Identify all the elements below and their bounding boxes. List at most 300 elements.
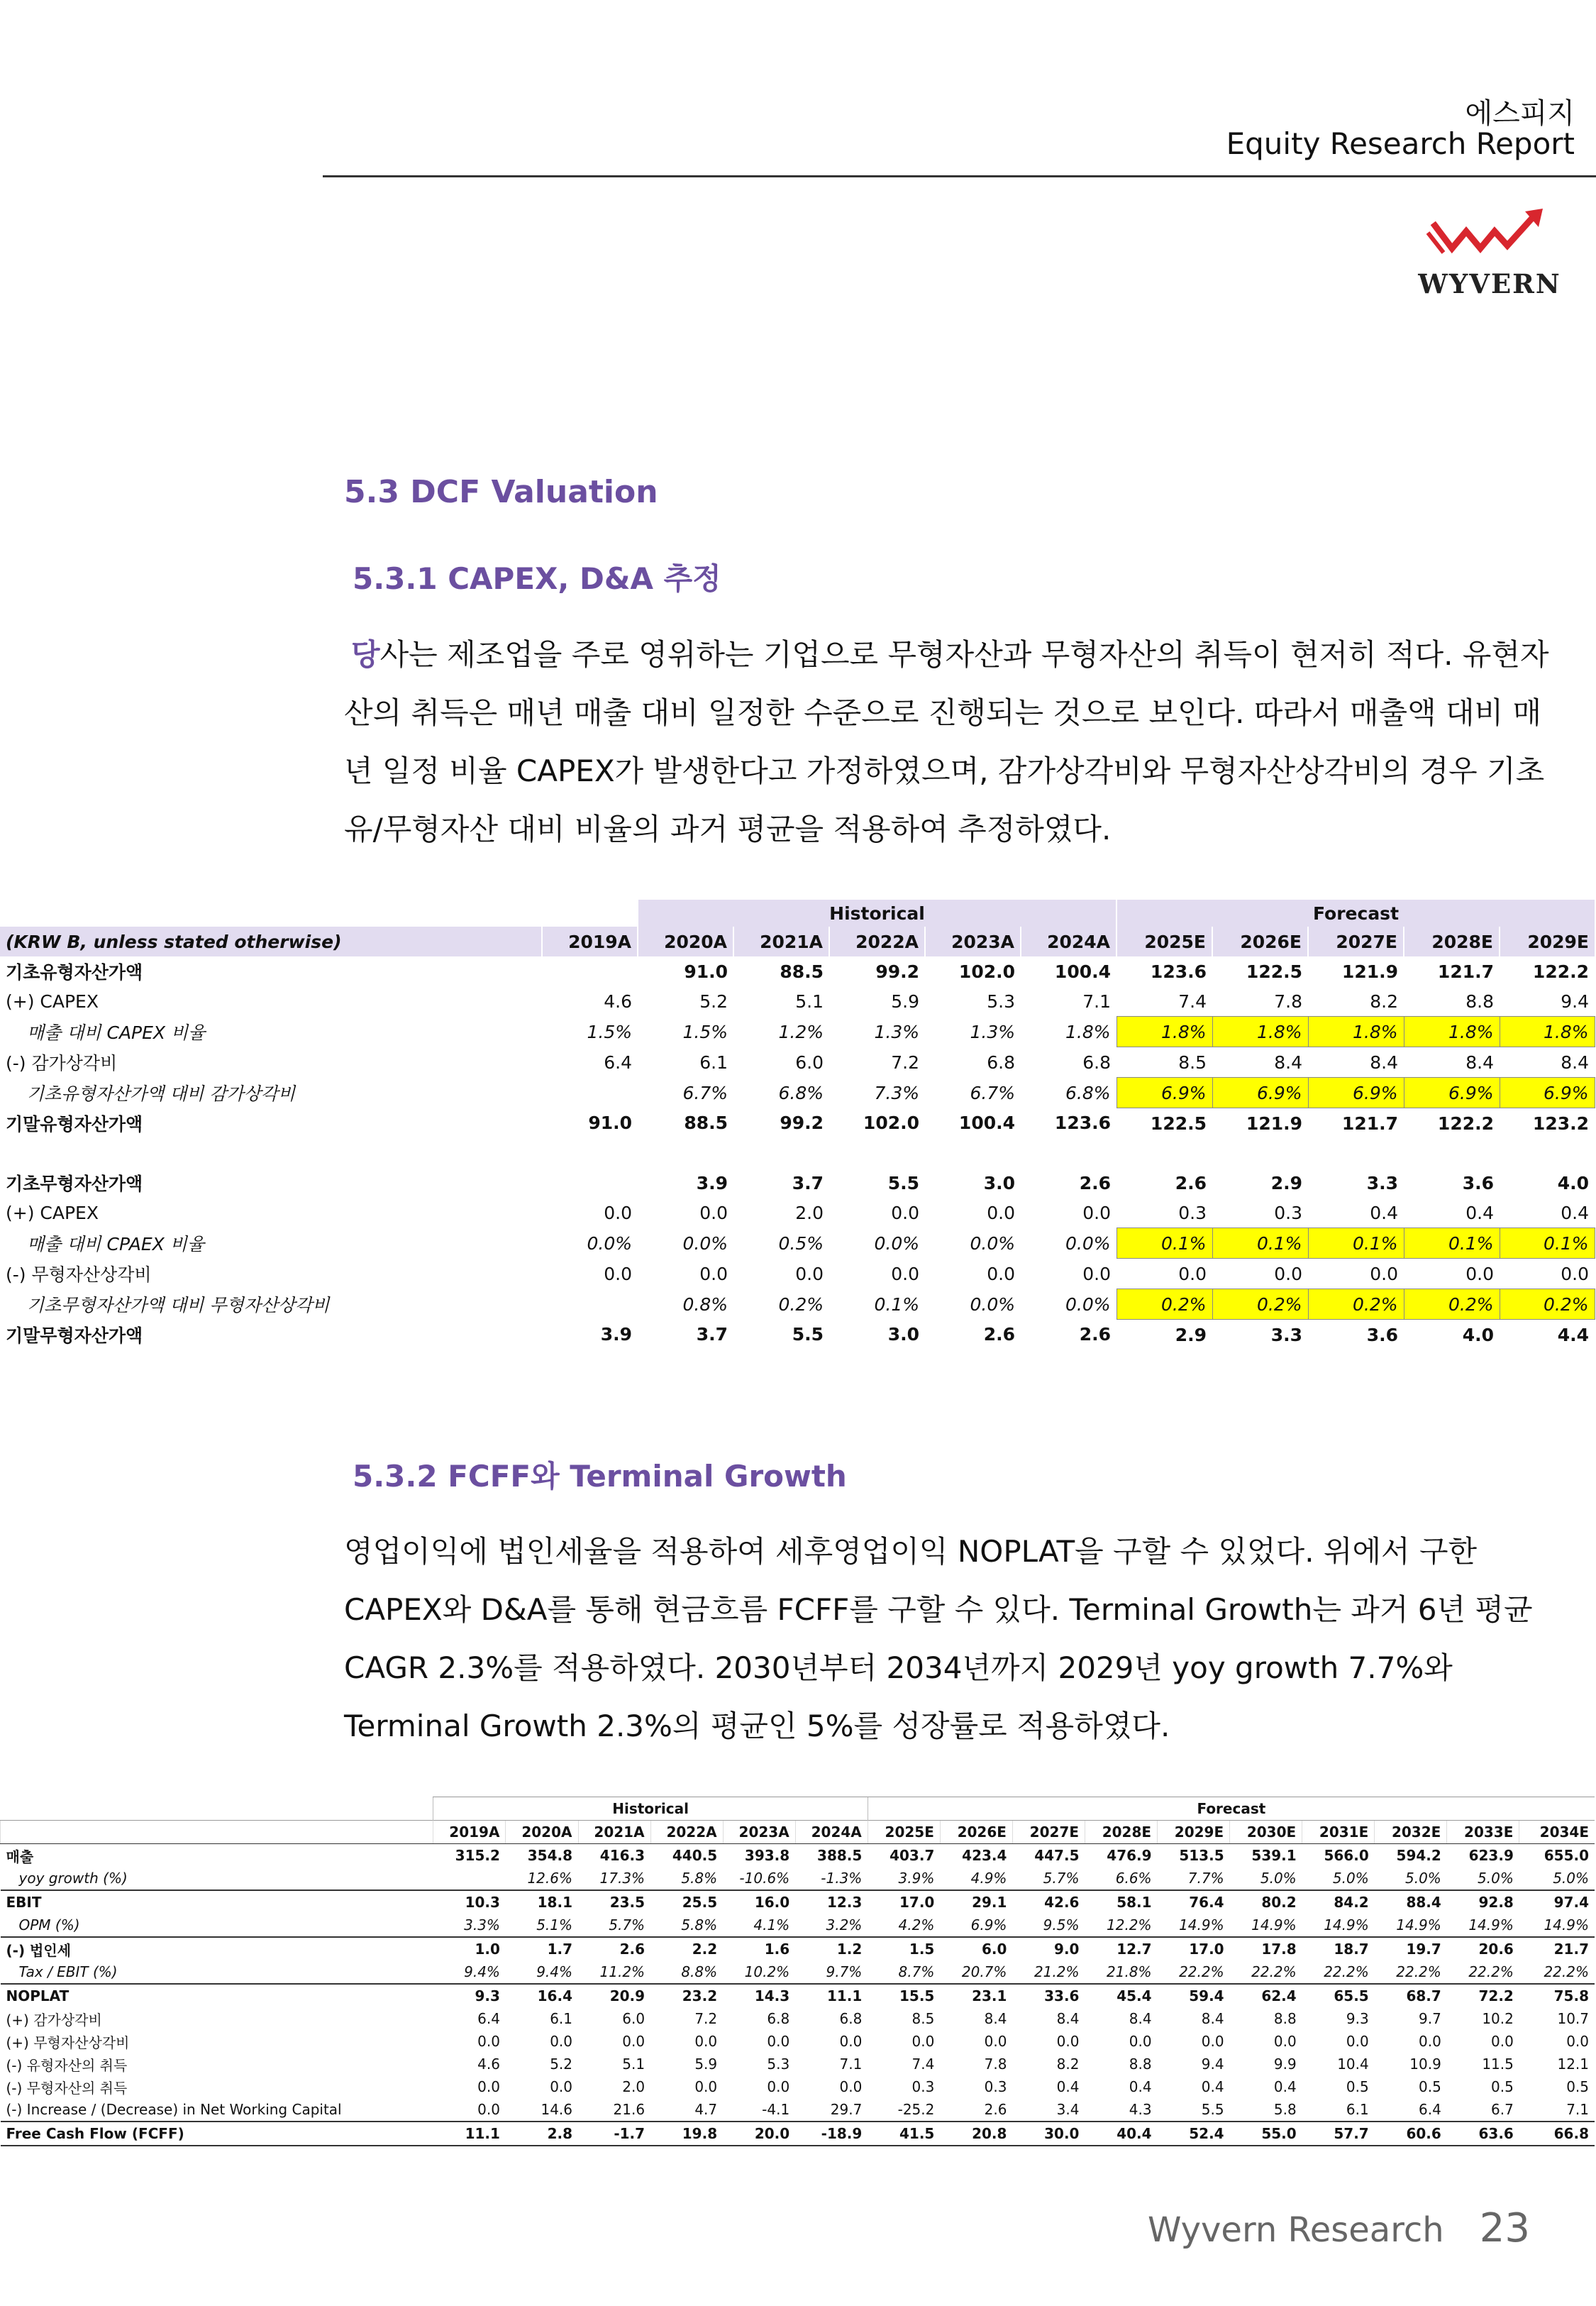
- table-cell: 6.8: [767, 2010, 790, 2027]
- table-cell: 1.3%: [874, 1021, 919, 1042]
- table-row: [0, 1228, 1595, 1259]
- footer-brand: Wyvern Research: [1148, 2210, 1444, 2250]
- row-label: 기초무형자산가액: [6, 1174, 143, 1194]
- table-group-header: [0, 900, 1595, 927]
- table-cell: 5.0%: [1332, 1870, 1369, 1887]
- row-label: (-) Increase / (Decrease) in Net Working Capital: [6, 2101, 342, 2118]
- table-column-header: [0, 927, 1595, 956]
- table-cell: 20.0: [723, 2122, 795, 2146]
- table-cell: 88.5: [780, 961, 824, 982]
- table-cell: 0.0: [1082, 1202, 1111, 1223]
- table-cell: 8.4: [1201, 2010, 1224, 2027]
- footer: [1148, 2205, 1530, 2251]
- table-cell: 0.0%: [1065, 1232, 1111, 1254]
- group-historical: Historical: [638, 900, 1116, 927]
- table-cell: 8.4: [1129, 2010, 1152, 2027]
- table-cell: 10.3: [433, 1890, 506, 1914]
- table-cell: 1.5: [868, 1937, 940, 1960]
- section-title-dcf: 5.3 DCF Valuation: [344, 474, 658, 510]
- table-cell: 23.1: [940, 1984, 1012, 2007]
- year-header: 2031E: [1302, 1821, 1375, 1844]
- table-cell: 0.4: [1561, 1202, 1589, 1223]
- table-cell: 10.9: [1409, 2056, 1441, 2073]
- table-cell: 91.0: [588, 1113, 632, 1134]
- table-cell: 2.6: [1079, 1324, 1111, 1345]
- table-cell: 4.3: [1129, 2101, 1152, 2118]
- table-cell: 2.6: [1175, 1172, 1207, 1193]
- table-cell: 0.4: [1273, 2078, 1297, 2095]
- table-cell: 7.8: [984, 2056, 1007, 2073]
- table-cell: 80.2: [1230, 1890, 1302, 1914]
- table-cell: 5.0%: [1553, 1870, 1589, 1887]
- table-cell: 6.8%: [778, 1082, 824, 1103]
- table-cell: 0.5: [1418, 2078, 1441, 2095]
- table-row: [1, 1984, 1595, 2007]
- table-cell: 97.4: [1519, 1890, 1595, 1914]
- table-cell: 0.0: [1129, 2033, 1152, 2050]
- table-cell: 0.0: [1082, 1263, 1111, 1284]
- table-cell: [542, 1138, 638, 1168]
- fcff-table: [0, 1797, 1595, 2146]
- table-cell: 3.4: [1056, 2101, 1080, 2118]
- table-cell: 19.7: [1375, 1937, 1447, 1960]
- year-header: 2022A: [829, 927, 925, 956]
- table-cell: 14.6: [541, 2101, 572, 2118]
- table-cell: 55.0: [1230, 2122, 1302, 2146]
- table-cell: 6.8: [1082, 1052, 1111, 1073]
- table-cell: -10.6%: [739, 1870, 790, 1887]
- table-cell: 388.5: [817, 1847, 863, 1864]
- table-cell: 6.8%: [1065, 1082, 1111, 1103]
- table-cell: 1.8%: [1404, 1017, 1500, 1047]
- table-cell: 5.1: [622, 2056, 645, 2073]
- table-cell: 0.4: [1056, 2078, 1080, 2095]
- table-cell: 1.5%: [587, 1021, 632, 1042]
- table-cell: [925, 1138, 1021, 1168]
- table-cell: 100.4: [1054, 961, 1111, 982]
- year-header: 2026E: [940, 1821, 1012, 1844]
- table-cell: 14.9%: [1179, 1916, 1224, 1933]
- row-label: (-) 법인세: [1, 1937, 433, 1960]
- drop-cap: 당: [351, 637, 380, 672]
- table-cell: [1021, 1138, 1116, 1168]
- table-cell: 8.8%: [681, 1963, 718, 1980]
- table-cell: 0.0: [839, 2078, 863, 2095]
- table-cell: 6.0: [795, 1052, 824, 1073]
- table-cell: 5.5: [887, 1172, 919, 1193]
- table-cell: 122.5: [1150, 1113, 1207, 1134]
- table-cell: [1308, 1138, 1404, 1168]
- table-cell: 45.4: [1085, 1984, 1157, 2007]
- table-cell: 1.8%: [1308, 1017, 1404, 1047]
- table-cell: 0.0: [1491, 2033, 1514, 2050]
- table-cell: 5.7%: [1043, 1870, 1080, 1887]
- table-cell: 0.3: [984, 2078, 1007, 2095]
- table-cell: 6.0: [940, 1937, 1012, 1960]
- table-cell: 0.0: [1056, 2033, 1080, 2050]
- table-cell: 6.1: [699, 1052, 728, 1073]
- table-cell: 8.8: [1129, 2056, 1152, 2073]
- table-cell: 12.6%: [527, 1870, 572, 1887]
- table-cell: 0.0: [1274, 1263, 1302, 1284]
- table-cell: 99.2: [875, 961, 919, 982]
- table-cell: 0.0: [1418, 2033, 1441, 2050]
- table-cell: 21.8%: [1107, 1963, 1152, 1980]
- table-cell: 623.9: [1468, 1847, 1514, 1864]
- table-cell: 0.1%: [1500, 1228, 1595, 1259]
- table-cell: 7.1: [839, 2056, 863, 2073]
- table-cell: 5.0%: [1260, 1870, 1297, 1887]
- table-cell: 0.1%: [1212, 1228, 1308, 1259]
- table-cell: 65.5: [1302, 1984, 1375, 2007]
- table-cell: 1.2%: [778, 1021, 824, 1042]
- table-cell: 30.0: [1012, 2122, 1085, 2146]
- table-cell: 62.4: [1230, 1984, 1302, 2007]
- row-label: Tax / EBIT (%): [18, 1963, 118, 1980]
- table-cell: 121.9: [1341, 961, 1398, 982]
- table-cell: 3.9: [600, 1324, 632, 1345]
- table-cell: 0.3: [911, 2078, 935, 2095]
- table-cell: 0.0: [1561, 1263, 1589, 1284]
- table-cell: 100.4: [958, 1113, 1015, 1134]
- table-cell: [1404, 1138, 1500, 1168]
- table-cell: 3.7: [696, 1324, 728, 1345]
- table-cell: 6.9%: [1500, 1078, 1595, 1108]
- table-cell: 14.9%: [1544, 1916, 1589, 1933]
- table-cell: 0.1%: [874, 1293, 919, 1315]
- table-cell: 1.2: [795, 1937, 868, 1960]
- table-cell: 8.4: [1370, 1052, 1398, 1073]
- table-row: [0, 1047, 1595, 1078]
- table-row: [0, 1078, 1595, 1108]
- table-cell: 447.5: [1034, 1847, 1080, 1864]
- table-cell: [829, 1138, 925, 1168]
- year-header: 2028E: [1404, 927, 1500, 956]
- table-cell: 0.0: [891, 1263, 919, 1284]
- table-cell: -25.2: [897, 2101, 935, 2118]
- table-cell: 8.4: [984, 2010, 1007, 2027]
- table-cell: 423.4: [962, 1847, 1007, 1864]
- table-cell: 8.4: [1056, 2010, 1080, 2027]
- table-cell: 76.4: [1158, 1890, 1230, 1914]
- row-label: 매출 대비 CPAEX 비율: [27, 1234, 205, 1254]
- table-cell: 122.2: [1437, 1113, 1494, 1134]
- table-cell: [1116, 1138, 1212, 1168]
- table-cell: 52.4: [1158, 2122, 1230, 2146]
- wyvern-logo: [1408, 206, 1571, 305]
- table-cell: 0.0: [1178, 1263, 1207, 1284]
- table-row: [1, 2075, 1595, 2098]
- table-row: [1, 1867, 1595, 1890]
- paragraph-text: 사는 제조업을 주로 영위하는 기업으로 무형자산과 무형자산의 취득이 현저히 적다. 유현자: [379, 637, 1549, 672]
- table-cell: 7.7%: [1187, 1870, 1224, 1887]
- table-cell: 0.0: [694, 2033, 718, 2050]
- blank-cell: [0, 900, 542, 927]
- table-row: [0, 1017, 1595, 1047]
- table-cell: 6.8: [987, 1052, 1015, 1073]
- table-row: [1, 1937, 1595, 1960]
- table-cell: 23.2: [650, 1984, 723, 2007]
- table-cell: 21.7: [1519, 1937, 1595, 1960]
- year-header: 2024A: [1021, 927, 1116, 956]
- table-row: [0, 1289, 1595, 1320]
- year-header: 2025E: [1116, 927, 1212, 956]
- table-cell: 5.5: [1201, 2101, 1224, 2118]
- table-cell: 9.4: [1201, 2056, 1224, 2073]
- table-cell: 10.7: [1557, 2010, 1589, 2027]
- table-cell: 63.6: [1447, 2122, 1519, 2146]
- table-cell: 3.7: [792, 1172, 824, 1193]
- header-company: 에스피지: [1465, 97, 1575, 130]
- table-cell: 2.6: [984, 2101, 1007, 2118]
- table-cell: 3.0: [887, 1324, 919, 1345]
- table-cell: 0.0: [1465, 1263, 1494, 1284]
- table-cell: 7.4: [1178, 991, 1207, 1012]
- table-cell: 12.7: [1085, 1937, 1157, 1960]
- table-cell: 7.1: [1566, 2101, 1589, 2118]
- table-cell: 416.3: [599, 1847, 645, 1864]
- table-cell: 88.4: [1375, 1890, 1447, 1914]
- table-row: [0, 1320, 1595, 1350]
- table-cell: 88.5: [684, 1113, 728, 1134]
- table-cell: 4.1%: [753, 1916, 790, 1933]
- table-cell: 84.2: [1302, 1890, 1375, 1914]
- row-label: (+) CAPEX: [6, 1202, 99, 1223]
- table-cell: 0.3: [1274, 1202, 1302, 1223]
- row-label: 기초무형자산가액 대비 무형자산상각비: [27, 1295, 330, 1315]
- table-cell: 2.6: [1079, 1172, 1111, 1193]
- table-cell: 9.3: [1346, 2010, 1369, 2027]
- table-cell: 0.0: [1201, 2033, 1224, 2050]
- table-cell: 42.6: [1012, 1890, 1085, 1914]
- table-cell: 3.3: [1270, 1324, 1302, 1345]
- table-cell: 0.0%: [970, 1293, 1015, 1315]
- table-cell: 3.6: [1462, 1172, 1494, 1193]
- table-cell: 121.7: [1341, 1113, 1398, 1134]
- table-cell: 8.4: [1561, 1052, 1589, 1073]
- table-cell: 6.8: [839, 2010, 863, 2027]
- year-header: 2024A: [795, 1821, 868, 1844]
- table-cell: 25.5: [650, 1890, 723, 1914]
- table-cell: 17.8: [1230, 1937, 1302, 1960]
- paragraph-fcff: [344, 1523, 1533, 1755]
- table-cell: 9.0: [1012, 1937, 1085, 1960]
- table-cell: 8.4: [1465, 1052, 1494, 1073]
- table-cell: 0.0%: [682, 1232, 728, 1254]
- table-row: [0, 1168, 1595, 1198]
- table-cell: 17.0: [868, 1890, 940, 1914]
- table-cell: 5.8%: [681, 1916, 718, 1933]
- table-cell: 0.0: [911, 2033, 935, 2050]
- table-cell: 0.4: [1370, 1202, 1398, 1223]
- table-cell: 0.2%: [1212, 1289, 1308, 1320]
- table-cell: 5.8: [1273, 2101, 1297, 2118]
- table-cell: 12.1: [1557, 2056, 1589, 2073]
- table-cell: 59.4: [1158, 1984, 1230, 2007]
- table-cell: [1500, 1138, 1595, 1168]
- table-cell: 12.2%: [1107, 1916, 1152, 1933]
- table-cell: 33.6: [1012, 1984, 1085, 2007]
- table-cell: -1.7: [578, 2122, 650, 2146]
- table-cell: [433, 1867, 506, 1890]
- table-cell: 393.8: [744, 1847, 790, 1864]
- table-cell: 4.7: [694, 2101, 718, 2118]
- paragraph-line: 산의 취득은 매년 매출 대비 일정한 수준으로 진행되는 것으로 보인다. 따라서 매출액 대비 매: [344, 695, 1542, 730]
- table-cell: 0.0: [604, 1202, 632, 1223]
- table-row: [0, 1259, 1595, 1289]
- year-header: 2020A: [506, 1821, 578, 1844]
- table-cell: 0.0: [984, 2033, 1007, 2050]
- row-label: [0, 1138, 542, 1168]
- capex-da-table: [0, 900, 1595, 1350]
- table-cell: [542, 1168, 638, 1198]
- table-cell: 8.2: [1370, 991, 1398, 1012]
- table-cell: 0.0: [477, 2078, 500, 2095]
- table-cell: 10.2: [1482, 2010, 1514, 2027]
- group-forecast: Forecast: [868, 1797, 1595, 1821]
- table-cell: 8.8: [1273, 2010, 1297, 2027]
- table-row: [1, 2122, 1595, 2146]
- row-label: (-) 무형자산의 취득: [6, 2079, 128, 2097]
- table-cell: 0.0%: [970, 1232, 1015, 1254]
- table-cell: 8.8: [1465, 991, 1494, 1012]
- table-cell: 7.8: [1274, 991, 1302, 1012]
- table-cell: 1.8%: [1500, 1017, 1595, 1047]
- table-cell: 16.0: [723, 1890, 795, 1914]
- table-cell: 75.8: [1519, 1984, 1595, 2007]
- table-cell: 0.1%: [1116, 1228, 1212, 1259]
- year-header: 2019A: [542, 927, 638, 956]
- table-cell: 1.8%: [1116, 1017, 1212, 1047]
- table-cell: 0.0: [1566, 2033, 1589, 2050]
- table-cell: 5.1%: [536, 1916, 572, 1933]
- table-cell: [733, 1138, 829, 1168]
- table-row: [1, 2007, 1595, 2030]
- table-cell: 20.7%: [961, 1963, 1007, 1980]
- table-row: [0, 956, 1595, 986]
- table-cell: 92.8: [1447, 1890, 1519, 1914]
- table-cell: 0.2%: [778, 1293, 824, 1315]
- subsection-title-capex: 5.3.1 CAPEX, D&A 추정: [353, 561, 721, 596]
- table-cell: 2.9: [1270, 1172, 1302, 1193]
- paragraph-line: 영업이익에 법인세율을 적용하여 세후영업이익 NOPLAT을 구할 수 있었다. 위에서 구한: [344, 1534, 1478, 1569]
- table-cell: 102.0: [863, 1113, 919, 1134]
- table-cell: 0.3: [1178, 1202, 1207, 1223]
- table-cell: 0.0: [550, 2078, 572, 2095]
- table-cell: 0.1%: [1404, 1228, 1500, 1259]
- table-cell: 0.5: [1491, 2078, 1514, 2095]
- table-cell: 21.6: [613, 2101, 645, 2118]
- table-cell: 539.1: [1251, 1847, 1297, 1864]
- year-header: 2027E: [1308, 927, 1404, 956]
- table-cell: [638, 1138, 733, 1168]
- table-row: [1, 2030, 1595, 2053]
- year-header: 2019A: [433, 1821, 506, 1844]
- table-cell: 4.9%: [970, 1870, 1007, 1887]
- table-cell: 21.2%: [1033, 1963, 1080, 1980]
- table-row: [0, 1108, 1595, 1139]
- wyvern-check-arrow-icon: [1408, 206, 1571, 266]
- row-label: (+) 감가상각비: [6, 2011, 102, 2029]
- table-cell: 1.7: [506, 1937, 578, 1960]
- table-cell: 9.7: [1418, 2010, 1441, 2027]
- table-cell: 0.0: [891, 1202, 919, 1223]
- table-cell: 9.4%: [536, 1963, 572, 1980]
- table-cell: 0.2%: [1500, 1289, 1595, 1320]
- table-cell: 6.1: [1346, 2101, 1369, 2118]
- table-row: [1, 2053, 1595, 2075]
- year-header: 2021A: [733, 927, 829, 956]
- row-label: (+) CAPEX: [6, 991, 99, 1012]
- table-cell: 6.4: [604, 1052, 632, 1073]
- table-cell: 15.5: [868, 1984, 940, 2007]
- table-cell: 9.4%: [464, 1963, 500, 1980]
- table-cell: 2.6: [578, 1937, 650, 1960]
- table-cell: 22.2%: [1396, 1963, 1441, 1980]
- table-cell: 5.0%: [1478, 1870, 1514, 1887]
- table-cell: 8.7%: [898, 1963, 935, 1980]
- table-cell: 2.2: [650, 1937, 723, 1960]
- table-cell: [542, 956, 638, 986]
- table-row: [1, 1890, 1595, 1914]
- table-cell: 0.0: [1273, 2033, 1297, 2050]
- table-cell: 2.0: [622, 2078, 645, 2095]
- table-cell: 2.9: [1175, 1324, 1207, 1345]
- table-cell: 17.3%: [599, 1870, 645, 1887]
- paragraph-capex: [344, 626, 1549, 859]
- table-cell: 122.2: [1532, 961, 1589, 982]
- table-cell: 123.6: [1054, 1113, 1111, 1134]
- table-cell: 57.7: [1302, 2122, 1375, 2146]
- table-cell: 9.5%: [1043, 1916, 1080, 1933]
- table-cell: 9.7%: [826, 1963, 863, 1980]
- table-cell: 0.0: [622, 2033, 645, 2050]
- table-cell: 0.2%: [1116, 1289, 1212, 1320]
- table-cell: 66.8: [1519, 2122, 1595, 2146]
- table-cell: 0.4: [1465, 1202, 1494, 1223]
- paragraph-line: 유/무형자산 대비 비율의 과거 평균을 적용하여 추정하였다.: [344, 812, 1112, 846]
- row-label: 기말무형자산가액: [6, 1325, 143, 1346]
- table-cell: 9.3: [433, 1984, 506, 2007]
- year-header: 2028E: [1085, 1821, 1157, 1844]
- table-cell: 0.5%: [778, 1232, 824, 1254]
- table-cell: 1.8%: [1065, 1021, 1111, 1042]
- table-cell: 6.4: [1418, 2101, 1441, 2118]
- unit-label: (KRW B, unless stated otherwise): [0, 927, 542, 956]
- table-column-header: [1, 1821, 1595, 1844]
- table-cell: 315.2: [455, 1847, 500, 1864]
- table-cell: 58.1: [1085, 1890, 1157, 1914]
- blank-cell: [1, 1797, 433, 1821]
- year-header: 2033E: [1447, 1821, 1519, 1844]
- table-group-header: [1, 1797, 1595, 1821]
- table-cell: 3.3: [1366, 1172, 1398, 1193]
- table-cell: 22.2%: [1251, 1963, 1297, 1980]
- table-row: [1, 1960, 1595, 1984]
- table-cell: 16.4: [506, 1984, 578, 2007]
- table-cell: 41.5: [868, 2122, 940, 2146]
- table-cell: 122.5: [1246, 961, 1302, 982]
- table-cell: 18.1: [506, 1890, 578, 1914]
- table-cell: 99.2: [780, 1113, 824, 1134]
- year-header: 2022A: [650, 1821, 723, 1844]
- table-cell: 1.6: [723, 1937, 795, 1960]
- table-row: [0, 1198, 1595, 1228]
- table-cell: 6.9%: [1308, 1078, 1404, 1108]
- table-cell: 7.1: [1082, 991, 1111, 1012]
- year-header: 2021A: [578, 1821, 650, 1844]
- table-cell: 0.0: [694, 2078, 718, 2095]
